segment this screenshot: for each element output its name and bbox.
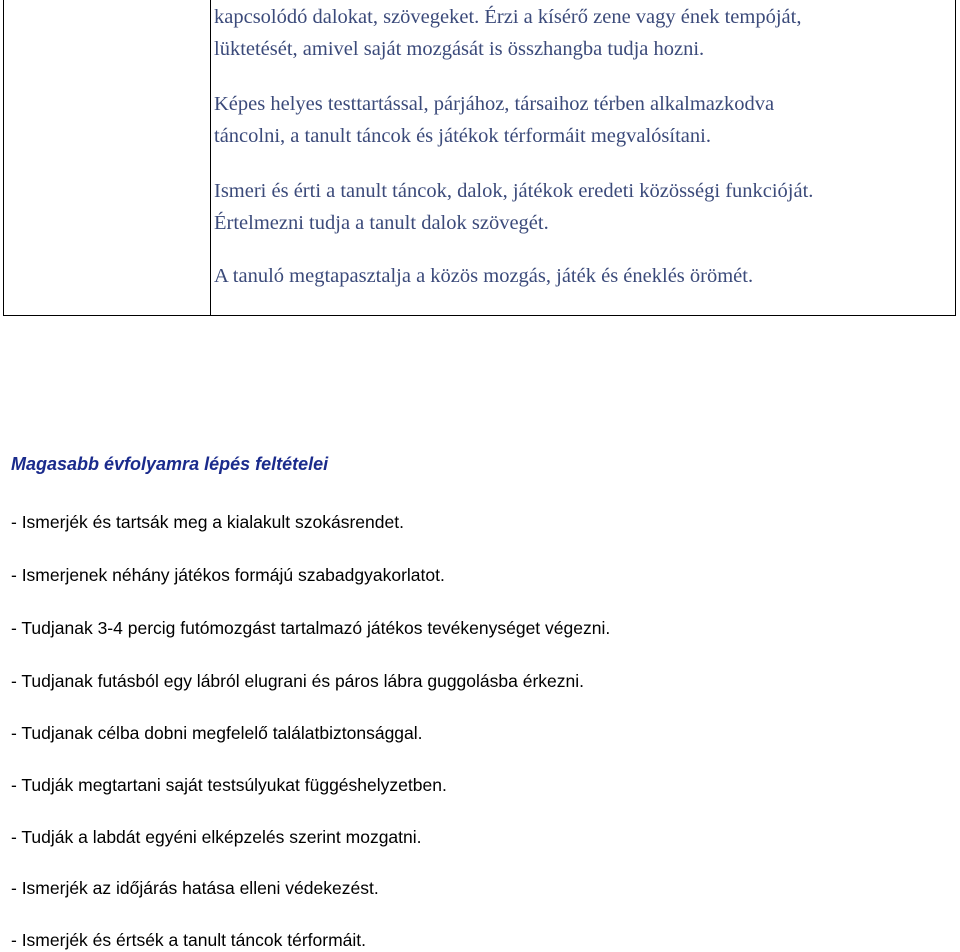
list-item: - Ismerjék és tartsák meg a kialakult szokásrendet. <box>11 512 404 532</box>
list-item: - Tudjanak futásból egy lábról elugrani és páros lábra guggolásba érkezni. <box>11 671 584 691</box>
table-paragraph-2 <box>214 88 950 152</box>
list-item: - Ismerjék és értsék a tanult táncok térformáit. <box>11 930 366 950</box>
table-paragraph-4 <box>214 260 950 292</box>
list-item: - Ismerjenek néhány játékos formájú szabadgyakorlatot. <box>11 565 445 585</box>
table-paragraph-line: Értelmezni tudja a tanult dalok szövegét. <box>214 212 549 234</box>
table-paragraph-line: táncolni, a tanult táncok és játékok térformáit megvalósítani. <box>214 125 711 147</box>
list-item: - Tudják megtartani saját testsúlyukat függéshelyzetben. <box>11 775 447 795</box>
list-item: - Tudjanak 3-4 percig futómozgást tartalmazó játékos tevékenységet végezni. <box>11 618 611 638</box>
list-item: - Tudják a labdát egyéni elképzelés szerint mozgatni. <box>11 827 422 847</box>
table-paragraph-line: kapcsolódó dalokat, szövegeket. Érzi a kísérő zene vagy ének tempóját, <box>214 6 802 28</box>
table-paragraph-line: Képes helyes testtartással, párjához, társaihoz térben alkalmazkodva <box>214 93 775 115</box>
table-paragraph-line: Ismeri és érti a tanult táncok, dalok, játékok eredeti közösségi funkcióját. <box>214 180 814 202</box>
table-paragraph-3 <box>214 175 950 239</box>
table-column-divider <box>210 0 211 315</box>
table-paragraph-line: lüktetését, amivel saját mozgását is összhangba tudja hozni. <box>214 38 705 60</box>
section-heading: Magasabb évfolyamra lépés feltételei <box>11 454 329 474</box>
table-paragraph-1 <box>214 1 950 65</box>
table-paragraph-line: A tanuló megtapasztalja a közös mozgás, játék és éneklés örömét. <box>214 265 754 287</box>
list-item: - Tudjanak célba dobni megfelelő találatbiztonsággal. <box>11 723 423 743</box>
list-item: - Ismerjék az időjárás hatása elleni védekezést. <box>11 878 379 898</box>
